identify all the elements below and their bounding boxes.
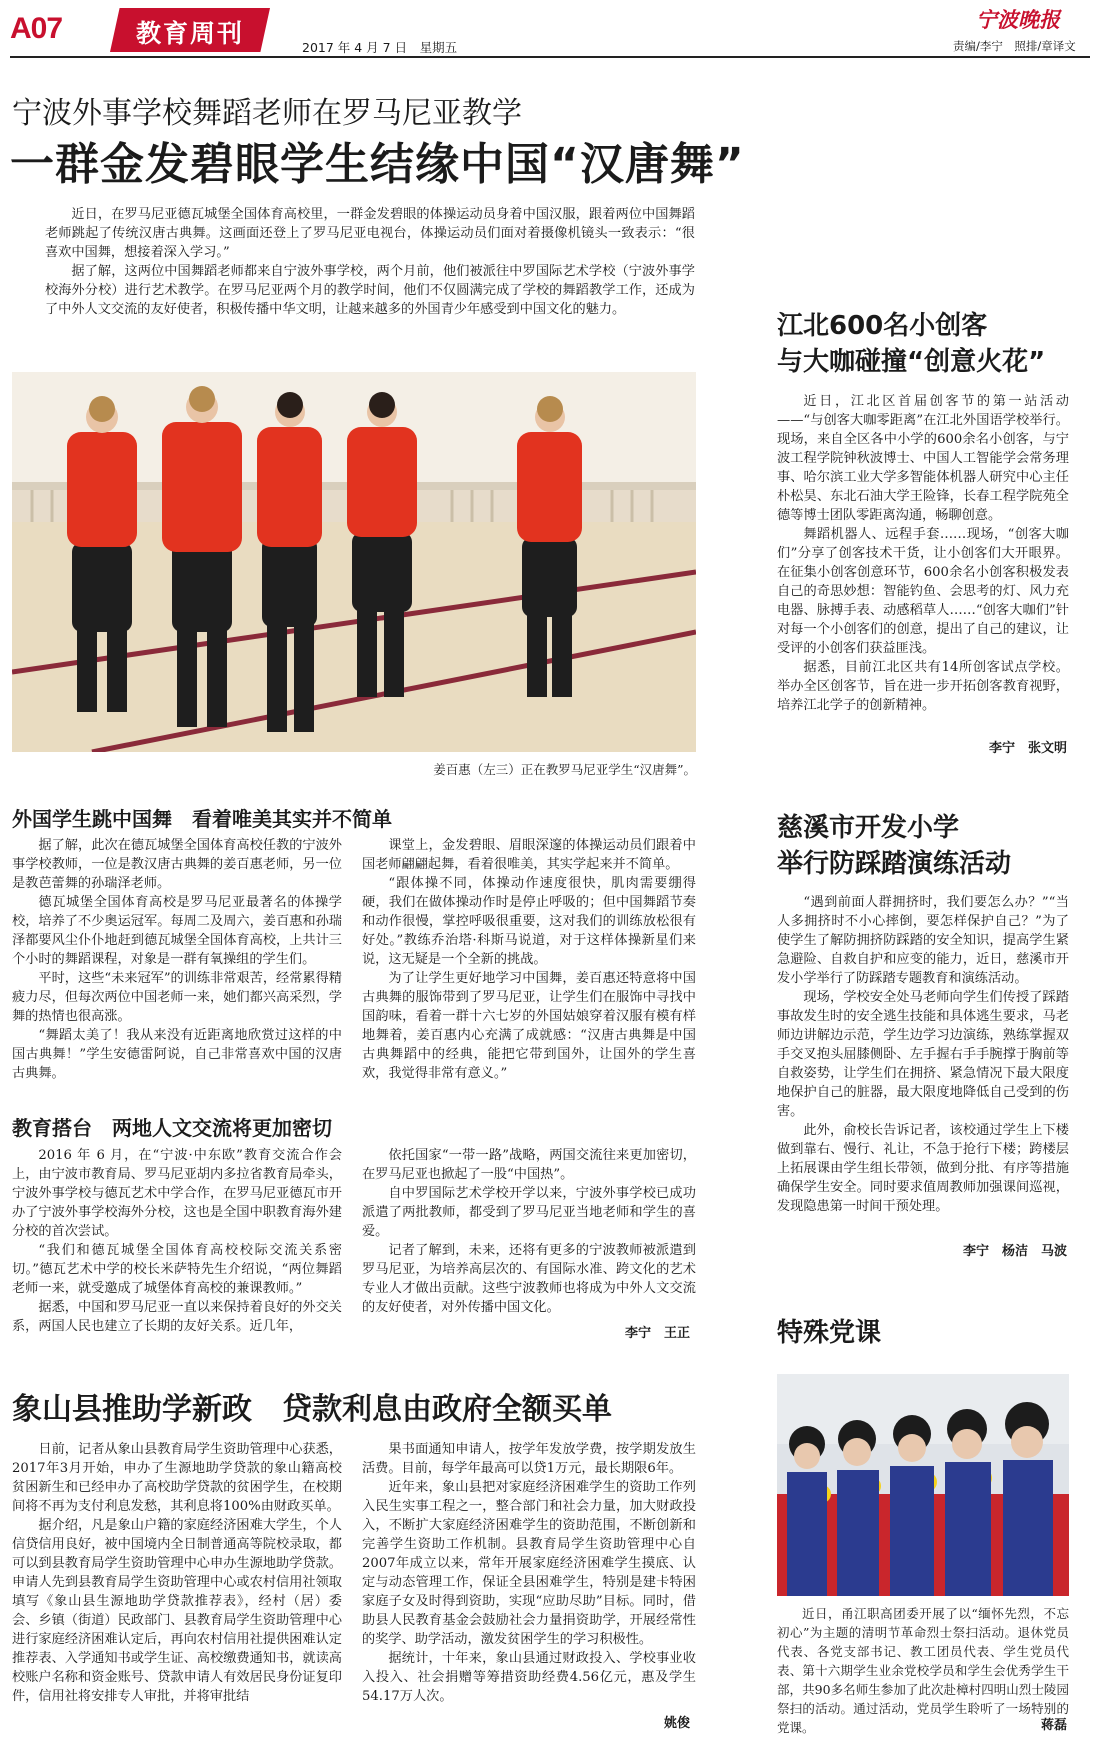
xiangshan-col-left: 日前，记者从象山县教育局学生资助管理中心获悉，2017年3月开始，申办了生源地助学贷款的象山籍高校贫困新生和已经申办了高校助学贷款的贫困学生，在校期间将不再为支付利息发愁，其利息将100%由财政买单。 据介绍，凡是象山户籍的家庭经济困难大学生，个人信贷信用良好，被中国境内全日制普通高等院校录取，都可以到县教育局学生资助管理中心申办生源地助学贷款。申请人先到县教育局学生资助管理中心或农村信用社领取填写《象山县生源地助学贷款推荐表》，经村（居）委会、乡镇（街道）民政部门、县教育局学生资助管理中心进行家庭经济困难认定后，再向农村信用社提供困难认定推荐表、入学通知书或学生证、高校缴费通知书，就读高校账户名称和资金账号、贷款申请人有效居民身份证复印件，信用社将安排专人审批，并将审批结 xyxy=(12,1442,342,1704)
masthead-logo: 宁波晚报 xyxy=(976,7,1060,32)
xiangshan-byline: 姚俊 xyxy=(663,1716,690,1731)
memorial-photo xyxy=(777,1374,1069,1596)
page-number: A07 xyxy=(10,12,63,45)
lead-sub2-col-right: 依托国家“一带一路”战略，两国交流往来更加密切，在罗马尼亚也掀起了一股“中国热”。 自中罗国际艺术学校开学以来，宁波外事学校已成功派遣了两批教师，都受到了罗马尼亚当地老师和学生的喜爱。 记者了解到，未来，还将有更多的宁波教师被派遣到罗马尼亚，为培养高层次的、有国际水准、跨文化的艺术专业人才做出贡献。这些宁波教师也将成为中外人文交流的友好使者，对外传播中国文化。 xyxy=(362,1148,696,1315)
lead-paragraph: 近日，在罗马尼亚德瓦城堡全国体育高校里，一群金发碧眼的体操运动员身着中国汉服，跟着两位中国舞蹈老师跳起了传统汉唐古典舞。这画面还登上了罗马尼亚电视台，体操运动员们面对着摄像机镜头一致表示：“很喜欢中国舞，想接着深入学习。” xyxy=(45,207,695,260)
xiangshan-col-right: 果书面通知申请人，按学年发放学费，按学期发放生活费。目前，每学年最高可以贷1万元，最长期限6年。 近年来，象山县把对家庭经济困难学生的资助工作列入民生实事工程之一，整合部门和社会力量，加大财政投入，不断扩大家庭经济困难学生的资助范围，不断创新和完善学生资助工作机制。县教育局学生资助管理中心自2007年成立以来，常年开展家庭经济困难学生摸底、认定与动态管理工作，保证全县困难学生，特别是建卡特困家庭子女及时得到资助，实现“应助尽助”目标。同时，借助县人民教育基金会鼓励社会力量捐资助学，开展经常性的奖学、助学活动，激发贫困学生的学习积极性。 据统计，十年来，象山县通过财政投入、学校事业收入投入、社会捐赠等筹措资助经费4.56亿元，惠及学生54.17万人次。 xyxy=(362,1442,696,1704)
lead-sub2-col-left: 2016 年 6 月，在“宁波·中东欧”教育交流合作会上，由宁波市教育局、罗马尼亚胡内多拉省教育局牵头，宁波外事学校与德瓦艺术中学合作，在罗马尼亚德瓦市开办了宁波外事学校海外分校，这也是全国中职教育海外建分校的首次尝试。 “我们和德瓦城堡全国体育高校校际交流关系密切。”德瓦艺术中学的校长米萨特先生介绍说，“两位舞蹈老师一来，就受邀成了城堡体育高校的兼课教师。” 据悉，中国和罗马尼亚一直以来保持着良好的外交关系，两国人民也建立了长期的友好关系。近几年， xyxy=(12,1148,342,1334)
dance-class-illustration xyxy=(12,372,696,752)
lead-paragraph: 据了解，这两位中国舞蹈老师都来自宁波外事学校，两个月前，他们被派往中罗国际艺术学校（宁波外事学校海外分校）进行艺术教学。在罗马尼亚两个月的教学时间，他们不仅圆满完成了学校的舞蹈教学工作，还成为了中外人文交流的友好使者，积极传播中华文明，让越来越多的外国青少年感受到中国文化的魅力。 xyxy=(45,264,695,317)
lead-headline: 一群金发碧眼学生结缘中国“汉唐舞” xyxy=(10,139,745,190)
issue-date: 2017 年 4 月 7 日 星期五 xyxy=(302,40,458,55)
section-title: 教育周刊 xyxy=(135,19,244,48)
lead-subheading-1: 外国学生跳中国舞 看着唯美其实并不简单 xyxy=(12,807,392,831)
cixi-byline: 李宁 杨洁 马波 xyxy=(962,1244,1067,1259)
lead-photo-caption: 姜百惠（左三）正在教罗马尼亚学生“汉唐舞”。 xyxy=(433,762,696,777)
editor-credits: 责编/李宁 照排/章译文 xyxy=(953,39,1076,53)
jiangbei-headline: 江北600名小创客 与大咖碰撞“创意火花” xyxy=(777,311,1046,377)
header-rule xyxy=(10,56,1090,58)
jiangbei-body: 近日，江北区首届创客节的第一站活动——“与创客大咖零距离”在江北外国语学校举行。现场，来自全区各中小学的600余名小创客，与宁波工程学院钟秋波博士、中国人工智能学会常务理事、哈尔滨工业大学多智能体机器人研究中心主任朴松昊、东北石油大学王险锋，长春工程学院苑全德等博士团队零距离沟通，畅聊创意。 舞蹈机器人、远程手套……现场，“创客大咖们”分享了创客技术干货，让小创客们大开眼界。在征集小创客创意环节，600余名小创客积极发表自己的奇思妙想：智能钓鱼、会思考的灯、风力充电器、脉搏手表、动感稻草人……“创客大咖们”针对每一个小创客们的创意，提出了自己的建议，让受评的小创客们获益匪浅。 据悉，目前江北区共有14所创客试点学校。举办全区创客节，旨在进一步开拓创客教育视野，培养江北学子的创新精神。 xyxy=(777,394,1069,713)
lead-subheading-2: 教育搭台 两地人文交流将更加密切 xyxy=(12,1116,332,1140)
dance-class-photo xyxy=(12,372,696,752)
cixi-body: “遇到前面人群拥挤时，我们要怎么办？”“当人多拥挤时不小心摔倒，要怎样保护自己？”为了使学生了解防拥挤防踩踏的安全知识，提高学生紧急避险、自救自护和应变的能力，近日，慈溪市开发小学举行了防踩踏专题教育和演练活动。 现场，学校安全处马老师向学生们传授了踩踏事故发生时的安全逃生技能和具体逃生要求，马老师边讲解边示范，学生边学习边演练，熟练掌握双手交叉抱头屈膝侧卧、左手握右手手腕撑于胸前等自救姿势，让学生们在拥挤、紧急情况下最大限度地保护自己的脏器，最大限度地降低自己受到的伤害。 此外，俞校长告诉记者，该校通过学生上下楼做到靠右、慢行、礼让，不急于抢行下楼；跨楼层上拓展课由学生组长带领，做到分批、有序等措施确保学生安全。同时要求值周教师加强课间巡视，发现隐患第一时间干预处理。 xyxy=(777,895,1069,1214)
lead-sub1-col-right: 课堂上，金发碧眼、眉眼深邃的体操运动员们跟着中国老师翩翩起舞，看着很唯美，其实学起来并不简单。 “跟体操不同，体操动作速度很快，肌肉需要绷得硬，我们在做体操动作时是停止呼吸的；但中国舞蹈节奏和动作很慢，掌控呼吸很重要，这对我们的训练放松很有好处。”教练乔治塔·科斯马说道，对于这样体操新星们来说，这无疑是一个全新的挑战。 为了让学生更好地学习中国舞，姜百惠还特意将中国古典舞的服饰带到了罗马尼亚，让学生们在服饰中寻找中国韵味，看着一群十六七岁的外国姑娘穿着汉服有模有样地舞着，姜百惠内心充满了成就感：“汉唐古典舞是中国古典舞蹈中的经典，能把它带到国外，让国外的学生喜欢，我觉得非常有意义。” xyxy=(362,838,696,1081)
memorial-illustration xyxy=(777,1374,1069,1596)
xiangshan-headline: 象山县推助学新政 贷款利息由政府全额买单 xyxy=(12,1392,612,1427)
lead-sub1-col-left: 据了解，此次在德瓦城堡全国体育高校任教的宁波外事学校教师，一位是教汉唐古典舞的姜百惠老师，另一位是教芭蕾舞的孙瑞泽老师。 德瓦城堡全国体育高校是罗马尼亚最著名的体操学校，培养了不少奥运冠军。每周二及周六，姜百惠和孙瑞泽都要风尘仆仆地赶到德瓦城堡全国体育高校，上共计三个小时的舞蹈课程，对象是一群有氧操组的学生们。 平时，这些“未来冠军”的训练非常艰苦，经常累得精疲力尽，但每次两位中国老师一来，她们都兴高采烈，学舞的热情也很高涨。 “舞蹈太美了！我从来没有近距离地欣赏过这样的中国古典舞！”学生安德雷阿说，自己非常喜欢中国的汉唐古典舞。 xyxy=(12,838,342,1081)
cixi-headline: 慈溪市开发小学 举行防踩踏演练活动 xyxy=(777,813,1012,879)
lead-kicker: 宁波外事学校舞蹈老师在罗马尼亚教学 xyxy=(12,96,522,131)
special-byline: 蒋磊 xyxy=(1040,1718,1067,1733)
lead-byline: 李宁 王正 xyxy=(624,1326,690,1341)
jiangbei-byline: 李宁 张文明 xyxy=(988,741,1067,756)
special-title: 特殊党课 xyxy=(777,1318,882,1348)
special-caption: 近日，甬江职高团委开展了以“缅怀先烈，不忘初心”为主题的清明节革命烈士祭扫活动。退休党员代表、各党支部书记、教工团员代表、学生党员代表、第十六期学生业余党校学员和学生会优秀学生干部，共90多名师生参加了此次赴樟村四明山烈士陵园祭扫的活动。通过活动，党员学生聆听了一场特别的党课。 xyxy=(777,1606,1069,1735)
lead-intro xyxy=(45,205,695,319)
